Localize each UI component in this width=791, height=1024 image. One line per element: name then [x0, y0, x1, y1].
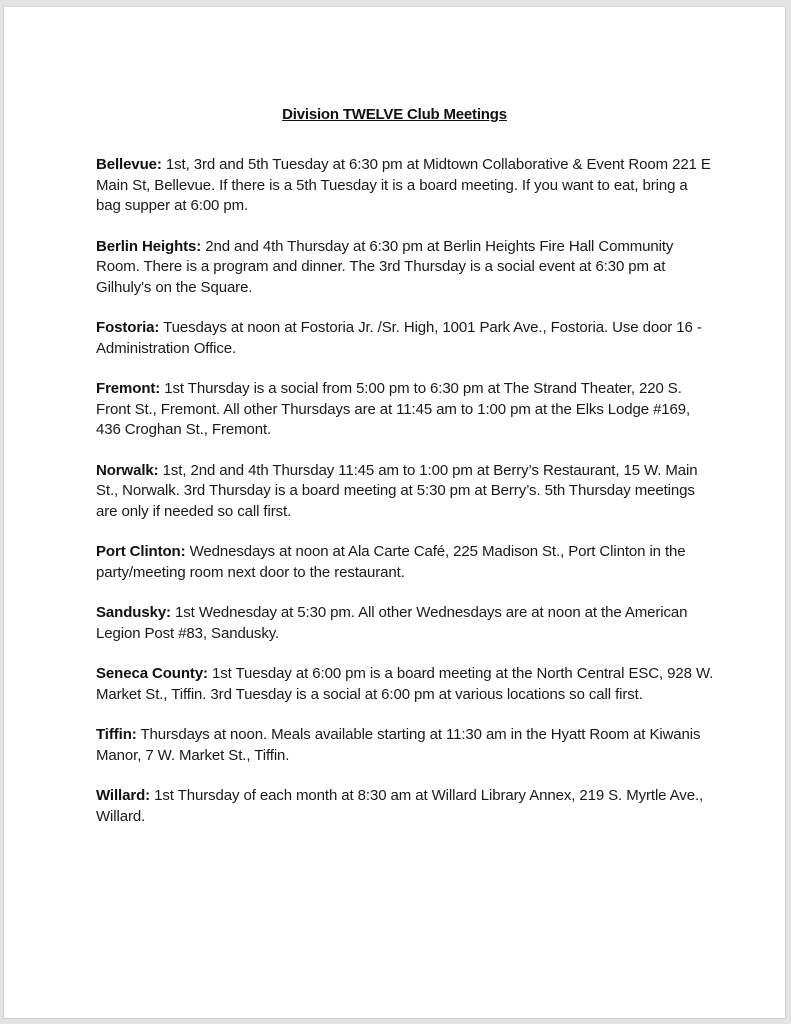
club-name: Norwalk:	[96, 461, 159, 479]
club-details: Tuesdays at noon at Fostoria Jr. /Sr. High, 1001 Park Ave., Fostoria. Use door 16 - Administration Office.	[96, 319, 702, 357]
club-entry-willard	[96, 786, 716, 827]
club-details: 1st Tuesday at 6:00 pm is a board meeting at the North Central ESC, 928 W. Market St., Tiffin. 3rd Tuesday is a social at 6:00 pm at various locations so call first.	[96, 665, 714, 703]
club-details: 2nd and 4th Thursday at 6:30 pm at Berlin Heights Fire Hall Community Room. There is a program and dinner. The 3rd Thursday is a social event at 6:30 pm at Gilhuly's on the Square.	[96, 237, 674, 296]
club-entry-tiffin	[96, 725, 716, 766]
club-details: Wednesdays at noon at Ala Carte Café, 225 Madison St., Port Clinton in the party/meeting room next door to the restaurant.	[96, 543, 686, 581]
club-entry-norwalk	[96, 461, 716, 523]
club-meeting-list	[96, 155, 716, 847]
club-details: Thursdays at noon. Meals available starting at 11:30 am in the Hyatt Room at Kiwanis Manor, 7 W. Market St., Tiffin.	[96, 726, 701, 764]
club-details: 1st, 2nd and 4th Thursday 11:45 am to 1:00 pm at Berry’s Restaurant, 15 W. Main St., Norwalk. 3rd Thursday is a board meeting at 5:30 pm at Berry’s. 5th Thursday meetings are only if needed so call first.	[96, 461, 698, 520]
club-entry-seneca-county	[96, 664, 716, 705]
document-title: Division TWELVE Club Meetings	[282, 106, 507, 123]
club-entry-fremont	[96, 379, 716, 441]
club-name: Bellevue:	[96, 156, 162, 173]
club-details: 1st Thursday of each month at 8:30 am at Willard Library Annex, 219 S. Myrtle Ave., Willard.	[96, 787, 704, 825]
club-entry-sandusky	[96, 603, 716, 644]
club-name: Willard:	[96, 787, 151, 804]
club-name: Fremont:	[96, 380, 161, 397]
club-name: Tiffin:	[96, 726, 137, 743]
club-entry-port-clinton	[96, 542, 716, 583]
club-details: 1st, 3rd and 5th Tuesday at 6:30 pm at Midtown Collaborative & Event Room 221 E Main St, Bellevue. If there is a 5th Tuesday it is a board meeting. If you want to eat, bring a bag supper at 6:00 pm.	[96, 156, 711, 214]
club-name: Seneca County:	[96, 665, 208, 682]
club-name: Sandusky:	[96, 604, 171, 621]
club-name: Berlin Heights:	[96, 237, 202, 255]
club-details: 1st Wednesday at 5:30 pm. All other Wednesdays are at noon at the American Legion Post #83, Sandusky.	[96, 604, 688, 642]
club-name: Fostoria:	[96, 319, 160, 336]
club-entry-bellevue	[96, 155, 716, 217]
document-page	[3, 6, 786, 1019]
club-entry-fostoria	[96, 318, 716, 359]
club-details: 1st Thursday is a social from 5:00 pm to 6:30 pm at The Strand Theater, 220 S. Front St., Fremont. All other Thursdays are at 11:45 am to 1:00 pm at the Elks Lodge #169, 436 Croghan St., Fremont.	[96, 380, 691, 438]
club-name: Port Clinton:	[96, 543, 186, 560]
club-entry-berlin-heights	[96, 237, 716, 299]
